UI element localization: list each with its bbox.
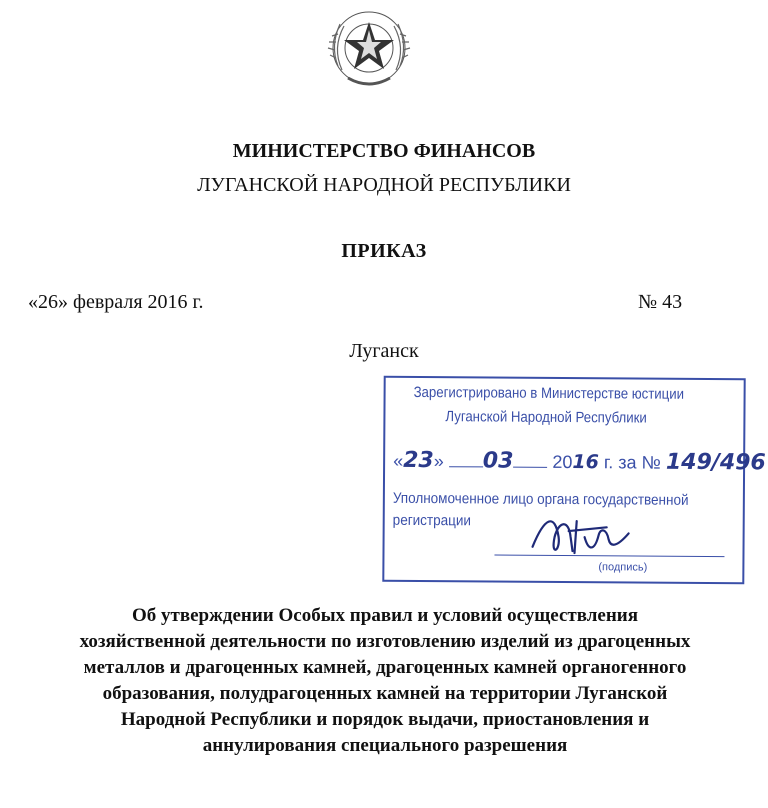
stamp-reg-number: 149/496: [665, 449, 766, 476]
stamp-year-prefix: 20: [552, 451, 573, 473]
stamp-quote-open: «: [393, 450, 404, 471]
decree-line: аннулирования специального разрешения: [202, 735, 568, 756]
decree-title: [40, 603, 730, 759]
stamp-line-2: Луганской Народной Республики: [445, 408, 647, 427]
stamp-year-suffix: 16: [572, 451, 599, 474]
coat-of-arms-icon: [318, 8, 420, 92]
stamp-authority-line-2: регистрации: [392, 511, 472, 530]
signature-caption: (подпись): [598, 561, 648, 574]
stamp-day: 23: [403, 447, 434, 474]
stamp-month: 03: [482, 448, 514, 474]
decree-line: хозяйственной деятельности по изготовлению изделий из драгоценных: [79, 631, 691, 652]
stamp-quote-close: »: [433, 451, 444, 472]
decree-line: металлов и драгоценных камней, драгоценных камней органогенного: [83, 657, 687, 678]
order-number: № 43: [638, 291, 683, 313]
ministry-subtitle: ЛУГАНСКОЙ НАРОДНОЙ РЕСПУБЛИКИ: [197, 174, 571, 196]
stamp-date-row: [393, 448, 766, 476]
stamp-year-label: г. за №: [603, 452, 661, 473]
decree-line: образования, полудрагоценных камней на территории Луганской: [102, 683, 668, 704]
stamp-authority-line-1: Уполномоченное лицо органа государственной: [392, 489, 689, 509]
order-title: ПРИКАЗ: [341, 240, 427, 262]
order-date: «26» февраля 2016 г.: [28, 291, 204, 313]
registration-stamp: [382, 376, 766, 585]
city: Луганск: [349, 340, 419, 362]
decree-line: Народной Республики и порядок выдачи, приостановления и: [120, 709, 650, 730]
ministry-title: МИНИСТЕРСТВО ФИНАНСОВ: [232, 140, 536, 162]
decree-line: Об утверждении Особых правил и условий осуществления: [131, 605, 639, 626]
stamp-line-1: Зарегистрировано в Министерстве юстиции: [413, 383, 685, 403]
